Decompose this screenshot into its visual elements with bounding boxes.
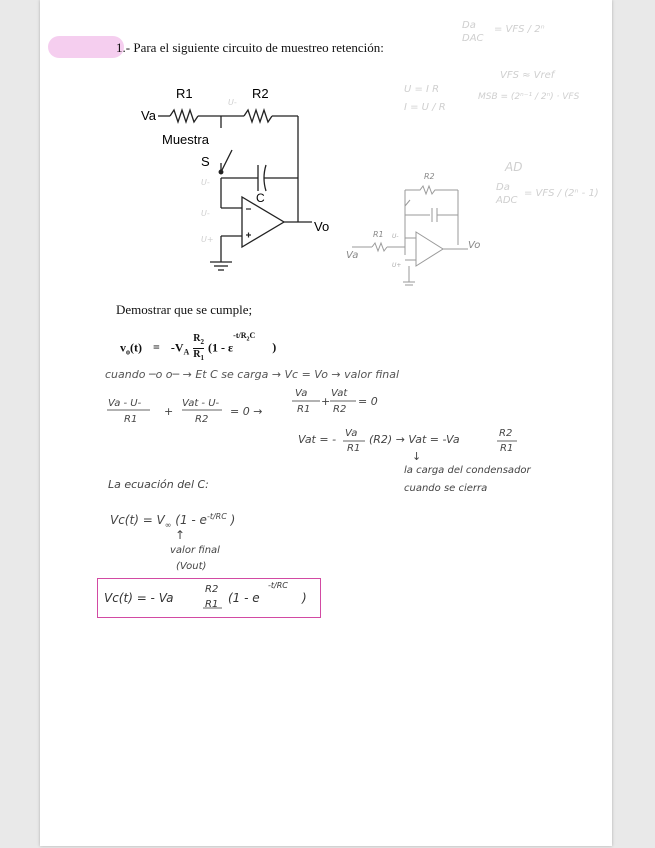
- va-label: Va: [141, 108, 156, 123]
- small-r1-label: R1: [373, 230, 384, 239]
- eq3-lhs: Vat = -: [298, 433, 337, 446]
- u-plus-note: U+: [201, 235, 214, 244]
- formula-exp: -t/R: [233, 331, 247, 341]
- eq2-num-a: Va: [295, 388, 308, 399]
- final-close: ): [302, 591, 307, 605]
- formula-va: -V: [170, 340, 184, 355]
- faint-dac-eq: = VFS / 2ⁿ: [494, 24, 545, 35]
- final-num: R2: [205, 584, 219, 595]
- eq3-den: R1: [347, 443, 361, 454]
- vc-sub: ∞: [164, 520, 172, 530]
- eq3-den2: R1: [500, 443, 514, 454]
- capacitor-label: C: [256, 191, 265, 205]
- eq1-rest: = 0 →: [230, 405, 263, 418]
- r1-label: R1: [176, 86, 193, 101]
- vc-rest: (1 - e: [175, 513, 207, 527]
- formula-exp-sub: 2: [246, 336, 250, 343]
- up-arrow: ↑: [175, 528, 186, 542]
- r2-label: R2: [252, 86, 269, 101]
- eq3-num2: R2: [499, 428, 513, 439]
- small-va-label: Va: [346, 250, 359, 261]
- formula-den-sub: 1: [200, 354, 205, 362]
- eq3-num: Va: [345, 428, 358, 439]
- final-lhs: Vc(t) = - Va: [104, 591, 174, 605]
- eq2-plus: +: [321, 395, 331, 408]
- vo-label: Vo: [314, 219, 330, 234]
- eq2-den-a: R1: [297, 404, 311, 415]
- vc-lhs: Vc(t) = V: [110, 513, 165, 527]
- faint-adc-1: Da: [496, 182, 510, 193]
- formula-exponent: [233, 331, 256, 343]
- eq3-mid: (R2) → Vat = -Va: [369, 433, 460, 446]
- u-minus-note-1: U-: [228, 98, 237, 107]
- switch-label: S: [201, 154, 210, 169]
- note-cuando: cuando ─o o─ → Et C se carga → Vc = Vo → valor final: [105, 368, 400, 381]
- statement-text: Demostrar que se cumple;: [116, 302, 253, 317]
- formula-close: ): [272, 340, 277, 355]
- vc-exp: -t/RC: [206, 512, 227, 521]
- small-uminus-label: U-: [392, 233, 399, 240]
- carga-line2: cuando se cierra: [404, 483, 488, 494]
- faint-ad: AD: [505, 160, 523, 174]
- small-r2-label: R2: [424, 172, 435, 181]
- printed-formula: [120, 333, 276, 364]
- vout-label: (Vout): [176, 561, 207, 572]
- formula-paren: (1 - ε: [208, 340, 234, 355]
- eq1-plus: +: [164, 405, 174, 418]
- formula-num: R: [193, 333, 201, 344]
- faint-vfs: VFS ≈ Vref: [500, 70, 555, 81]
- eq1-den-b: R2: [195, 414, 209, 425]
- final-rest: (1 - e: [228, 591, 260, 605]
- ecuacion-label: La ecuación del C:: [108, 478, 209, 491]
- formula-v: v: [120, 340, 126, 355]
- faint-dac-1: Da: [462, 20, 476, 31]
- eq1-den-a: R1: [124, 414, 138, 425]
- faint-ohm-1: U = I R: [404, 84, 440, 95]
- eq2-den-b: R2: [333, 404, 347, 415]
- formula-exp-end: C: [249, 331, 256, 341]
- small-uplus-label: U+: [392, 262, 402, 269]
- faint-adc-eq: = VFS / (2ⁿ - 1): [524, 188, 599, 199]
- question-number: 1.-: [116, 40, 131, 55]
- formula-num-sub: 2: [200, 338, 205, 346]
- formula-v-sub: o: [126, 347, 130, 357]
- u-minus-note-2: U-: [201, 178, 210, 187]
- final-den: R1: [205, 599, 219, 610]
- eq2-num-b: Vat: [331, 388, 348, 399]
- formula-eq: =: [153, 340, 160, 355]
- muestra-label: Muestra: [162, 132, 209, 147]
- eq1-num-a: Va - U-: [108, 398, 142, 409]
- u-minus-note-3: U-: [201, 209, 210, 218]
- formula-den: R: [193, 349, 201, 360]
- final-exp: -t/RC: [268, 581, 288, 590]
- valor-final-label: valor final: [170, 545, 220, 556]
- faint-dac-2: DAC: [462, 33, 484, 44]
- formula-fraction: [193, 333, 204, 364]
- down-arrow: ↓: [412, 450, 422, 463]
- formula-t: (t): [130, 340, 142, 355]
- carga-line1: la carga del condensador: [404, 465, 531, 476]
- vc-close: ): [230, 513, 236, 527]
- faint-adc-2: ADC: [496, 195, 518, 206]
- vc-equation: [110, 512, 235, 529]
- small-vo-label: Vo: [468, 240, 481, 251]
- highlight-mark: [48, 36, 124, 58]
- question-heading: [116, 40, 384, 56]
- formula-va-sub: A: [183, 347, 190, 357]
- eq2-rest: = 0: [358, 395, 378, 408]
- eq1-num-b: Vat - U-: [182, 398, 220, 409]
- question-text: Para el siguiente circuito de muestreo retención:: [133, 40, 384, 55]
- faint-msb: MSB = (2ⁿ⁻¹ / 2ⁿ) · VFS: [478, 92, 580, 102]
- faint-ohm-2: I = U / R: [404, 102, 446, 113]
